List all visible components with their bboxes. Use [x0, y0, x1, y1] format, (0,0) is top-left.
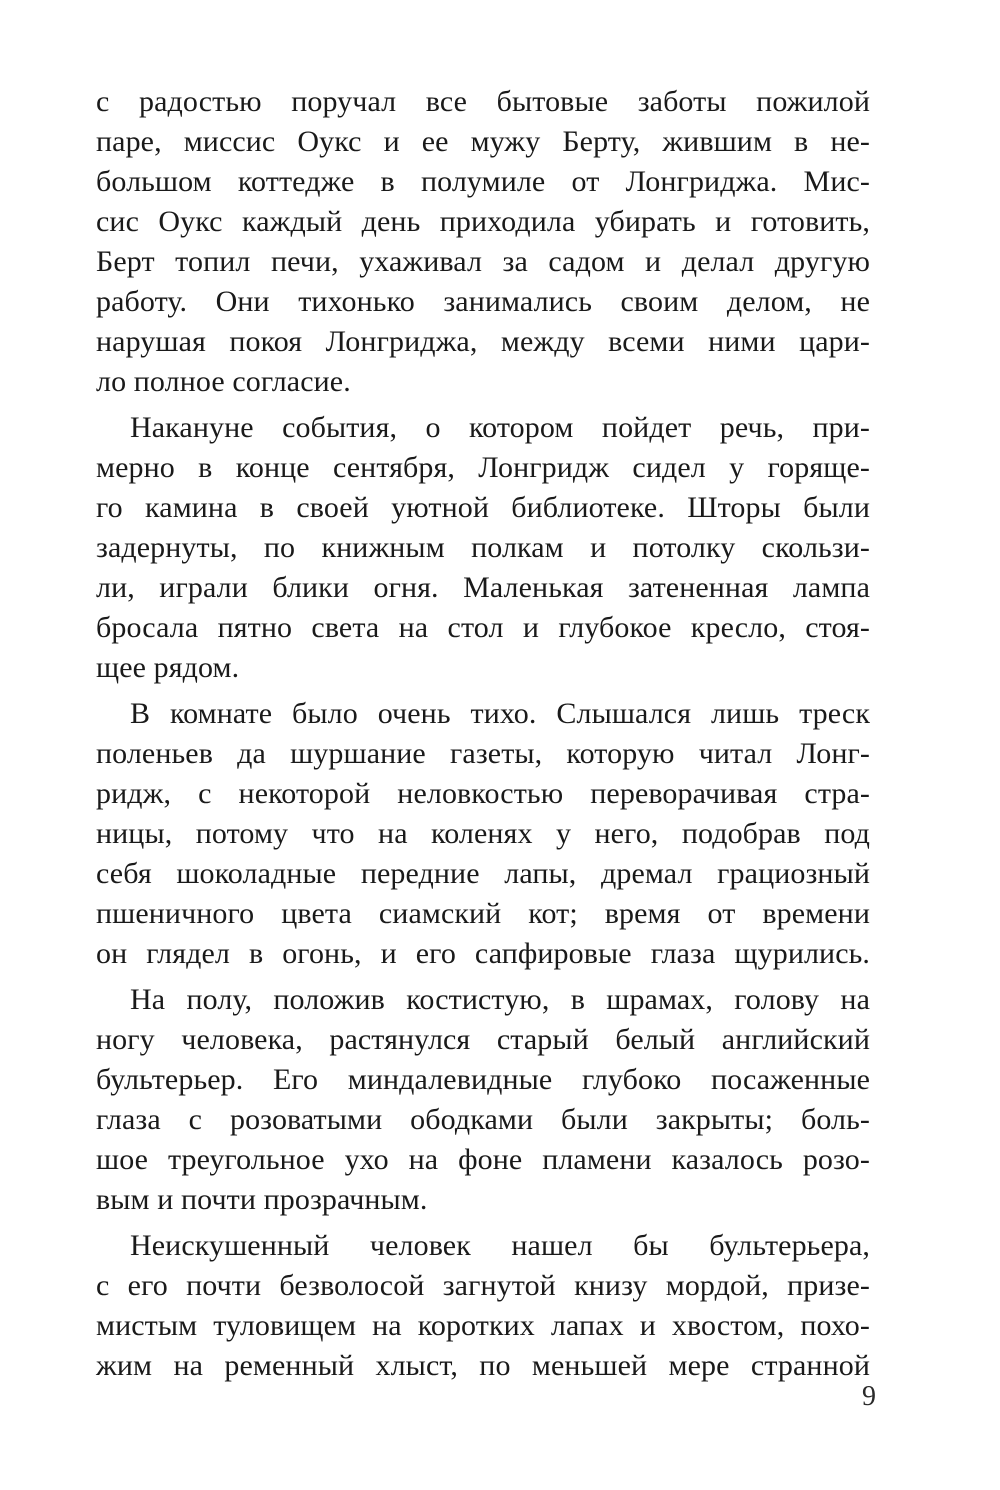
- text-line: с радостью поручал все бытовые заботы пожилой: [96, 85, 870, 118]
- text-line: пшеничного цвета сиамский кот; время от времени: [96, 897, 870, 930]
- text-line: паре, миссис Оукс и ее мужу Берту, жившим в не-: [96, 125, 870, 158]
- paragraph-first-line: В комнате было очень тихо. Слышался лишь треск: [130, 697, 870, 730]
- text-line: задернуты, по книжным полкам и потолку скользи-: [96, 531, 870, 564]
- text-line: с его почти безволосой загнутой книзу мордой, призе-: [96, 1269, 870, 1302]
- text-line: шое треугольное ухо на фоне пламени казалось розо-: [96, 1143, 870, 1176]
- text-line: поленьев да шуршание газеты, которую читал Лонг-: [96, 737, 870, 770]
- text-line: он глядел в огонь, и его сапфировые глаза щурились.: [96, 937, 870, 970]
- text-line: себя шоколадные передние лапы, дремал грациозный: [96, 857, 870, 890]
- paragraph-first-line: На полу, положив костистую, в шрамах, голову на: [130, 983, 870, 1016]
- text-line: Берт топил печи, ухаживал за садом и делал другую: [96, 245, 870, 278]
- text-line: глаза с розоватыми ободками были закрыты; боль-: [96, 1103, 870, 1136]
- text-line: ногу человека, растянулся старый белый английский: [96, 1023, 870, 1056]
- text-line: бросала пятно света на стол и глубокое кресло, стоя-: [96, 611, 870, 644]
- text-line: ло полное согласие.: [96, 365, 351, 398]
- paragraph-first-line: Неискушенный человек нашел бы бультерьера,: [130, 1229, 870, 1262]
- text-line: вым и почти прозрачным.: [96, 1183, 428, 1216]
- text-line: работу. Они тихонько занимались своим делом, не: [96, 285, 870, 318]
- text-line: ли, играли блики огня. Маленькая затененная лампа: [96, 571, 870, 604]
- text-line: ридж, с некоторой неловкостью переворачивая стра-: [96, 777, 870, 810]
- page-number: 9: [862, 1381, 876, 1412]
- text-line: мерно в конце сентября, Лонгридж сидел у горяще-: [96, 451, 870, 484]
- text-line: большом коттедже в полумиле от Лонгриджа. Мис-: [96, 165, 870, 198]
- text-line: нарушая покоя Лонгриджа, между всеми ними цари-: [96, 325, 870, 358]
- text-line: щее рядом.: [96, 651, 240, 684]
- text-line: го камина в своей уютной библиотеке. Шторы были: [96, 491, 870, 524]
- text-line: ницы, потому что на коленях у него, подобрав под: [96, 817, 870, 850]
- text-line: сис Оукс каждый день приходила убирать и готовить,: [96, 205, 870, 238]
- text-line: мистым туловищем на коротких лапах и хвостом, похо-: [96, 1309, 870, 1342]
- text-line: бультерьер. Его миндалевидные глубоко посаженные: [96, 1063, 870, 1096]
- text-line: жим на ременный хлыст, по меньшей мере странной: [96, 1349, 870, 1382]
- paragraph-first-line: Накануне события, о котором пойдет речь, при-: [130, 411, 870, 444]
